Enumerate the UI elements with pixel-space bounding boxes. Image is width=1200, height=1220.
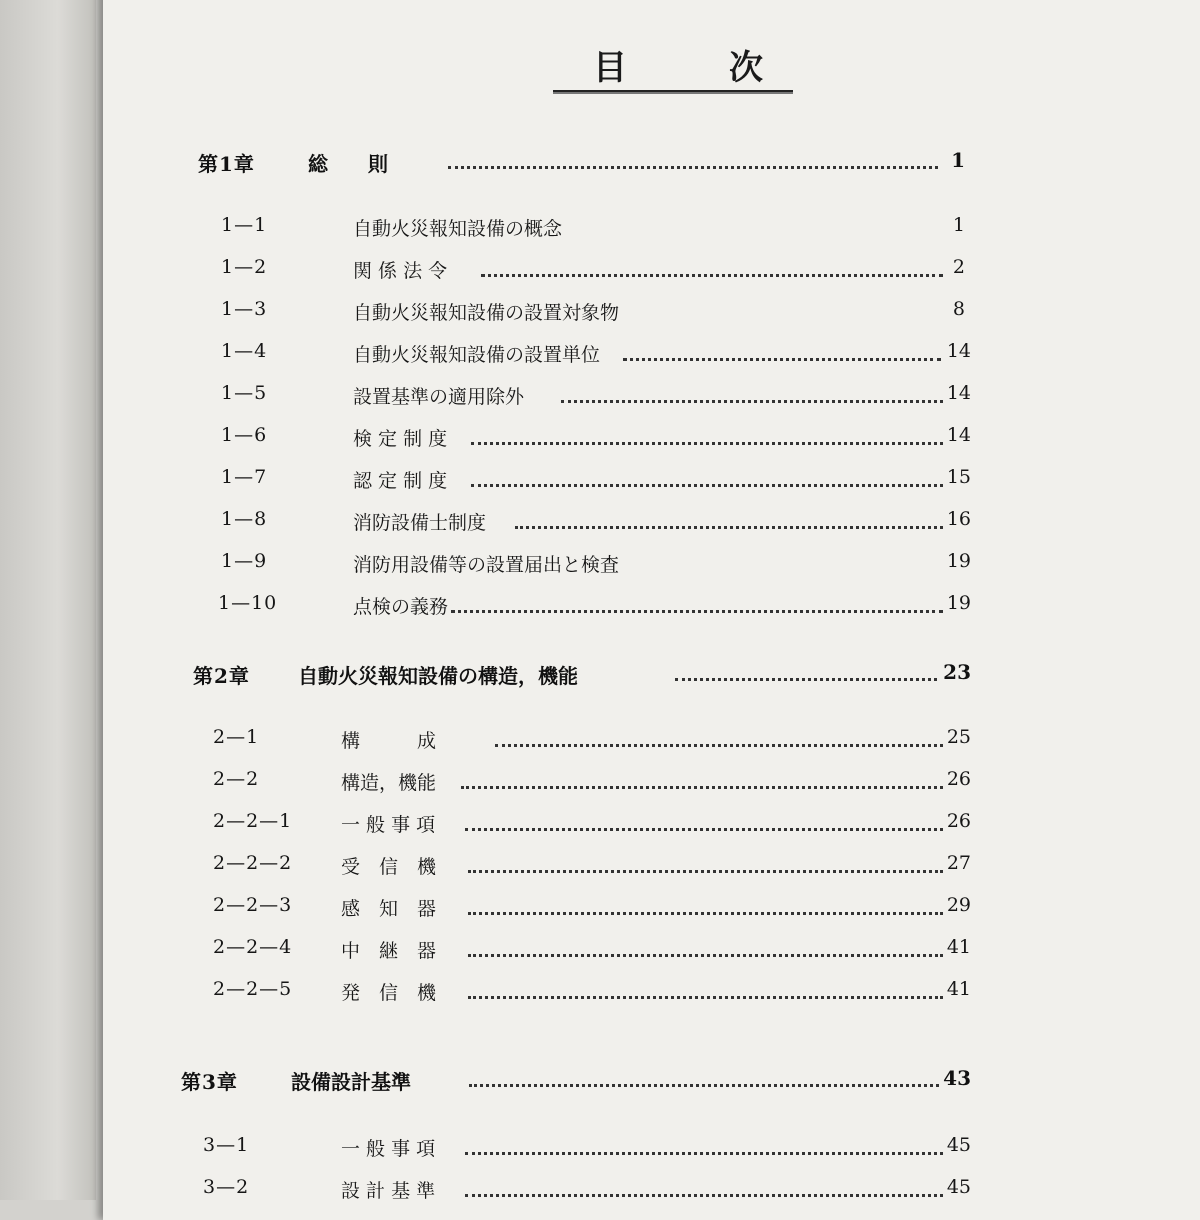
section-title: 構 成	[341, 730, 437, 752]
leader-dots	[468, 978, 943, 999]
section-title: 消防用設備等の設置届出と検査	[353, 554, 620, 576]
leader-dots	[481, 256, 943, 277]
section-title: 一 般 事 項	[341, 814, 436, 836]
section-number: 2—2—3	[213, 894, 293, 916]
section-page: 2	[952, 256, 965, 278]
section-page: 14	[946, 340, 971, 362]
leader-dots	[468, 936, 943, 957]
section-page: 16	[946, 508, 971, 530]
toc-section	[103, 466, 1103, 496]
section-number: 1—8	[221, 508, 268, 530]
toc-section-page-row	[103, 214, 1103, 244]
section-number: 1—1	[221, 214, 268, 236]
toc-section	[103, 978, 1103, 1008]
chapter-page: 43	[943, 1066, 971, 1090]
section-number: 2—2—1	[213, 810, 293, 832]
chapter-title: 総 則	[308, 152, 388, 176]
section-title: 設置基準の適用除外	[353, 386, 525, 408]
leader-dots	[469, 1066, 939, 1087]
toc-title-char-1: 目	[593, 48, 627, 88]
section-page: 1	[952, 214, 965, 236]
section-page: 41	[946, 936, 971, 958]
leader-dots	[468, 894, 943, 915]
section-title: 検 定 制 度	[353, 428, 448, 450]
section-title: 一 般 事 項	[341, 1138, 436, 1160]
leader-dots	[471, 424, 943, 445]
toc-section	[103, 340, 1103, 370]
toc-section	[103, 256, 1103, 286]
section-number: 2—2—2	[213, 852, 293, 874]
toc-section	[103, 550, 1103, 580]
toc-section	[103, 424, 1103, 454]
section-title: 認 定 制 度	[353, 470, 448, 492]
section-number: 3—2	[203, 1176, 250, 1198]
chapter-title: 設備設計基準	[291, 1070, 411, 1094]
section-number: 1—3	[221, 298, 268, 320]
section-page: 14	[946, 424, 971, 446]
leader-dots	[495, 726, 943, 747]
leader-dots	[461, 768, 943, 789]
section-page: 25	[946, 726, 971, 748]
section-number: 1—4	[221, 340, 268, 362]
chapter-number: 第1章	[198, 152, 255, 176]
section-number: 2—2—5	[213, 978, 293, 1000]
section-number: 2—1	[213, 726, 260, 748]
section-page: 8	[952, 298, 965, 320]
chapter-number: 第2章	[193, 664, 250, 688]
section-page: 29	[946, 894, 971, 916]
section-number: 3—1	[203, 1134, 250, 1156]
section-number: 1—7	[221, 466, 268, 488]
section-page: 14	[946, 382, 971, 404]
toc-section	[103, 852, 1103, 882]
toc-section	[103, 298, 1103, 328]
toc-section	[103, 936, 1103, 966]
leader-dots	[451, 592, 943, 613]
section-page: 27	[946, 852, 971, 874]
section-page: 15	[946, 466, 971, 488]
section-page: 45	[946, 1176, 971, 1198]
section-number: 1—10	[218, 592, 278, 614]
toc-section	[103, 810, 1103, 840]
section-title: 自動火災報知設備の設置対象物	[353, 302, 620, 324]
toc-title	[553, 40, 793, 92]
toc-title-char-2: 次	[729, 48, 763, 88]
section-title: 中 継 器	[341, 940, 437, 962]
section-title: 感 知 器	[341, 898, 437, 920]
section-title: 自動火災報知設備の設置単位	[353, 344, 601, 366]
section-page: 45	[946, 1134, 971, 1156]
section-title: 受 信 機	[341, 856, 437, 878]
leader-dots	[448, 148, 938, 169]
section-number: 2—2	[213, 768, 260, 790]
section-page: 26	[946, 768, 971, 790]
chapter-title: 自動火災報知設備の構造，機能	[298, 664, 578, 688]
toc-section	[103, 894, 1103, 924]
leader-dots	[465, 1176, 943, 1197]
section-page: 19	[946, 592, 971, 614]
toc-section	[103, 768, 1103, 798]
section-page: 19	[946, 550, 971, 572]
section-number: 1—9	[221, 550, 268, 572]
section-title: 自動火災報知設備の概念	[353, 218, 563, 240]
leader-dots	[515, 508, 943, 529]
leader-dots	[465, 1134, 943, 1155]
section-number: 1—6	[221, 424, 268, 446]
toc-chapter-1	[103, 148, 1103, 178]
section-page: 26	[946, 810, 971, 832]
section-title: 発 信 機	[341, 982, 437, 1004]
section-title: 消防設備士制度	[353, 512, 487, 534]
toc-section	[103, 726, 1103, 756]
leader-dots	[468, 852, 943, 873]
toc-section	[103, 592, 1103, 622]
leader-dots	[675, 660, 937, 681]
section-number: 2—2—4	[213, 936, 293, 958]
section-page: 41	[946, 978, 971, 1000]
section-title: 構造，機能	[341, 772, 437, 794]
left-page-edge	[0, 0, 96, 1200]
toc-chapter-2	[103, 660, 1103, 690]
toc-section	[103, 1134, 1103, 1164]
section-number: 1—5	[221, 382, 268, 404]
section-title: 設 計 基 準	[341, 1180, 436, 1202]
book-page	[103, 0, 1200, 1220]
chapter-page: 1	[951, 148, 965, 172]
leader-dots	[471, 466, 943, 487]
chapter-number: 第3章	[181, 1070, 238, 1094]
section-number: 1—2	[221, 256, 268, 278]
section-title: 関 係 法 令	[353, 260, 448, 282]
toc-chapter-3	[103, 1066, 1103, 1096]
leader-dots	[465, 810, 943, 831]
toc-section	[103, 1176, 1103, 1206]
section-title: 点検の義務	[353, 596, 449, 618]
leader-dots	[623, 340, 941, 361]
toc-section	[103, 508, 1103, 538]
leader-dots	[561, 382, 943, 403]
toc-section	[103, 382, 1103, 412]
chapter-page: 23	[943, 660, 971, 684]
